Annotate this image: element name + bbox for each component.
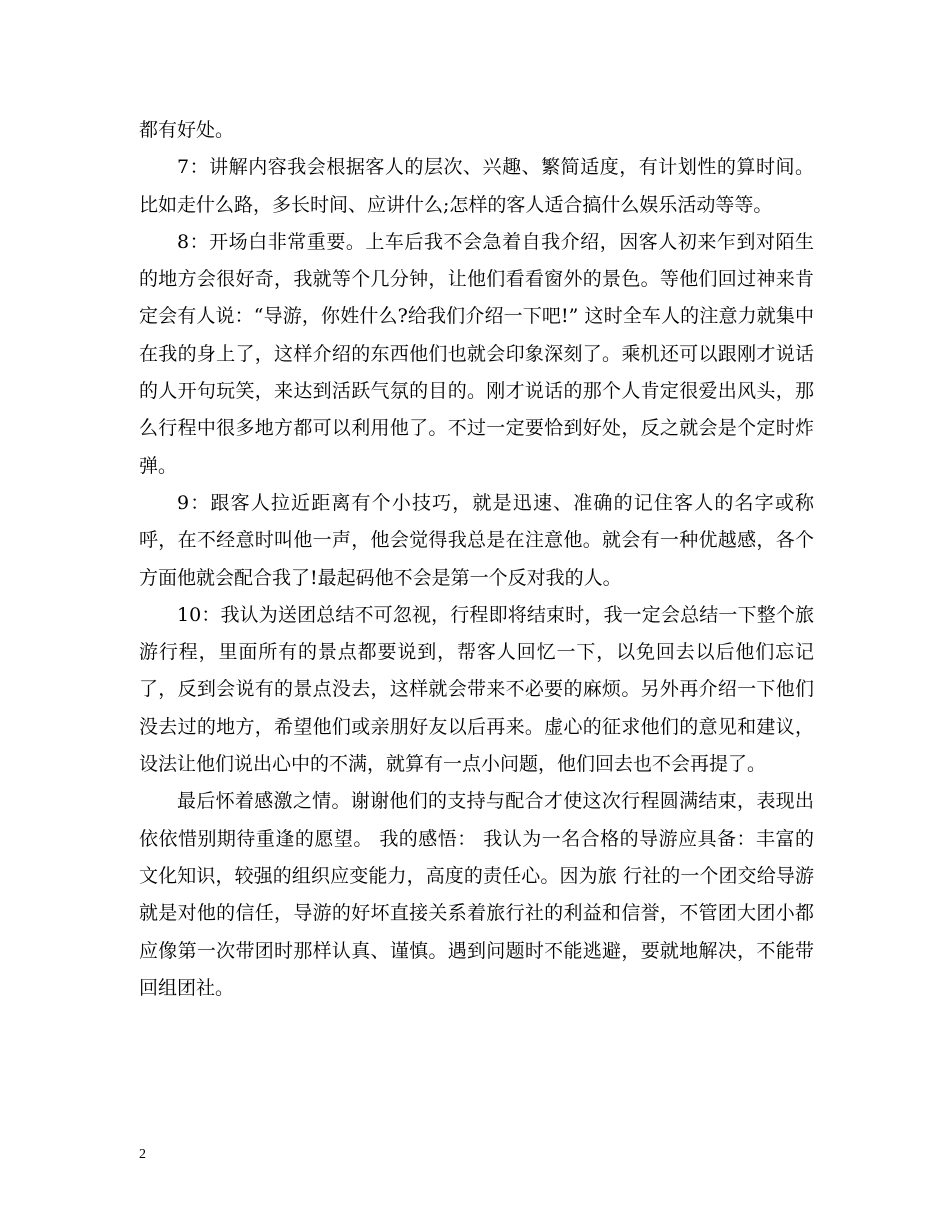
body-text (139, 112, 814, 1007)
paragraph-item-7: 7：讲解内容我会根据客人的层次、兴趣、繁简适度，有计划性的算时间。比如走什么路，多长时间、应讲什么;怎样的客人适合搞什么娱乐活动等等。 (139, 156, 814, 216)
paragraph-continuation: 都有好处。 (139, 119, 235, 141)
paragraph-conclusion: 最后怀着感激之情。谢谢他们的支持与配合才使这次行程圆满结束，表现出依依惜别期待重逢的愿望。 我的感悟： 我认为一名合格的导游应具备：丰富的文化知识，较强的组织应变能力，高度的责任心。因为旅 行社的一个团交给导游就是对他的信任，导游的好坏直接关系着旅行社的利益和信誉，不管团大团小都应像第一次带团时那样认真、谨慎。遇到问题时不能逃避，要就地解决，不能带回组团社。 (139, 790, 814, 999)
paragraph-item-10: 10：我认为送团总结不可忽视，行程即将结束时，我一定会总结一下整个旅游行程，里面所有的景点都要说到，帮客人回忆一下，以免回去以后他们忘记了，反到会说有的景点没去，这样就会带来不必要的麻烦。另外再介绍一下他们没去过的地方，希望他们或亲朋好友以后再来。虚心的征求他们的意见和建议，设法让他们说出心中的不满，就算有一点小问题，他们回去也不会再提了。 (139, 603, 814, 776)
page-number: 2 (139, 1147, 146, 1162)
paragraph-item-9: 9：跟客人拉近距离有个小技巧，就是迅速、准确的记住客人的名字或称呼，在不经意时叫他一声，他会觉得我总是在注意他。就会有一种优越感，各个方面他就会配合我了!最起码他不会是第一个反对我的人。 (139, 491, 814, 589)
paragraph-item-8: 8：开场白非常重要。上车后我不会急着自我介绍，因客人初来乍到对陌生的地方会很好奇，我就等个几分钟，让他们看看窗外的景色。等他们回过神来肯定会有人说：“导游，你姓什么?给我们介绍一下吧!” 这时全车人的注意力就集中在我的身上了，这样介绍的东西他们也就会印象深刻了。乘机还可以跟刚才说话的人开句玩笑，来达到活跃气氛的目的。刚才说话的那个人肯定很爱出风头，那么行程中很多地方都可以利用他了。不过一定要恰到好处，反之就会是个定时炸弹。 (139, 230, 814, 477)
